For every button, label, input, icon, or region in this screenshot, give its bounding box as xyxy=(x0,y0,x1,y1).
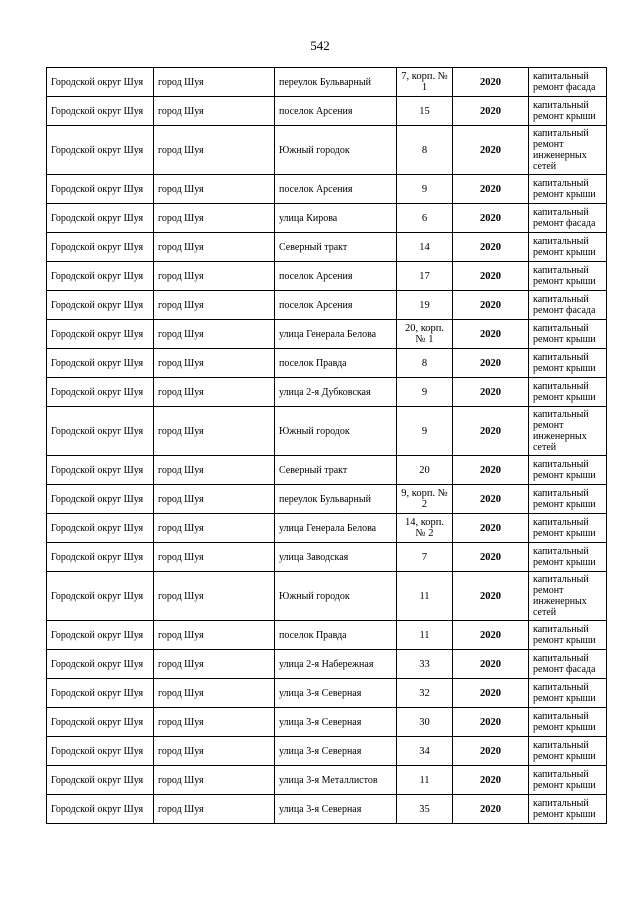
city-cell: город Шуя xyxy=(154,320,275,349)
district-cell: Городской округ Шуя xyxy=(47,349,154,378)
district-cell: Городской округ Шуя xyxy=(47,514,154,543)
year-cell: 2020 xyxy=(453,262,529,291)
house-number-cell: 14, корп. № 2 xyxy=(397,514,453,543)
house-number-cell: 6 xyxy=(397,204,453,233)
district-cell: Городской округ Шуя xyxy=(47,262,154,291)
table-row xyxy=(47,68,607,97)
year-cell: 2020 xyxy=(453,572,529,621)
work-type-cell: капитальный ремонт крыши xyxy=(529,679,607,708)
street-cell: улица 3-я Металлистов xyxy=(275,766,397,795)
city-cell: город Шуя xyxy=(154,543,275,572)
table-row xyxy=(47,766,607,795)
district-cell: Городской округ Шуя xyxy=(47,572,154,621)
street-cell: Южный городок xyxy=(275,572,397,621)
street-cell: улица Заводская xyxy=(275,543,397,572)
street-cell: Южный городок xyxy=(275,407,397,456)
table-row xyxy=(47,204,607,233)
table-row xyxy=(47,126,607,175)
table-row xyxy=(47,572,607,621)
work-type-cell: капитальный ремонт крыши xyxy=(529,320,607,349)
district-cell: Городской округ Шуя xyxy=(47,233,154,262)
district-cell: Городской округ Шуя xyxy=(47,650,154,679)
house-number-cell: 17 xyxy=(397,262,453,291)
registry-table xyxy=(46,67,607,824)
work-type-cell: капитальный ремонт крыши xyxy=(529,349,607,378)
district-cell: Городской округ Шуя xyxy=(47,320,154,349)
year-cell: 2020 xyxy=(453,320,529,349)
street-cell: улица 2-я Дубковская xyxy=(275,378,397,407)
work-type-cell: капитальный ремонт крыши xyxy=(529,543,607,572)
work-type-cell: капитальный ремонт фасада xyxy=(529,291,607,320)
work-type-cell: капитальный ремонт крыши xyxy=(529,262,607,291)
house-number-cell: 8 xyxy=(397,349,453,378)
work-type-cell: капитальный ремонт крыши xyxy=(529,708,607,737)
city-cell: город Шуя xyxy=(154,621,275,650)
year-cell: 2020 xyxy=(453,708,529,737)
year-cell: 2020 xyxy=(453,485,529,514)
city-cell: город Шуя xyxy=(154,68,275,97)
year-cell: 2020 xyxy=(453,378,529,407)
table-row xyxy=(47,291,607,320)
house-number-cell: 11 xyxy=(397,766,453,795)
registry-table-body xyxy=(47,68,607,824)
city-cell: город Шуя xyxy=(154,262,275,291)
table-row xyxy=(47,543,607,572)
work-type-cell: капитальный ремонт крыши xyxy=(529,456,607,485)
table-row xyxy=(47,708,607,737)
street-cell: поселок Арсения xyxy=(275,97,397,126)
house-number-cell: 15 xyxy=(397,97,453,126)
year-cell: 2020 xyxy=(453,766,529,795)
work-type-cell: капитальный ремонт крыши xyxy=(529,621,607,650)
street-cell: поселок Арсения xyxy=(275,262,397,291)
street-cell: улица Генерала Белова xyxy=(275,320,397,349)
year-cell: 2020 xyxy=(453,543,529,572)
district-cell: Городской округ Шуя xyxy=(47,175,154,204)
street-cell: улица Кирова xyxy=(275,204,397,233)
work-type-cell: капитальный ремонт крыши xyxy=(529,97,607,126)
city-cell: город Шуя xyxy=(154,766,275,795)
district-cell: Городской округ Шуя xyxy=(47,708,154,737)
year-cell: 2020 xyxy=(453,650,529,679)
house-number-cell: 9 xyxy=(397,378,453,407)
street-cell: улица 3-я Северная xyxy=(275,679,397,708)
year-cell: 2020 xyxy=(453,514,529,543)
house-number-cell: 8 xyxy=(397,126,453,175)
district-cell: Городской округ Шуя xyxy=(47,204,154,233)
work-type-cell: капитальный ремонт крыши xyxy=(529,514,607,543)
house-number-cell: 7, корп. № 1 xyxy=(397,68,453,97)
city-cell: город Шуя xyxy=(154,378,275,407)
street-cell: Северный тракт xyxy=(275,456,397,485)
year-cell: 2020 xyxy=(453,737,529,766)
work-type-cell: капитальный ремонт фасада xyxy=(529,650,607,679)
table-row xyxy=(47,485,607,514)
house-number-cell: 35 xyxy=(397,795,453,824)
district-cell: Городской округ Шуя xyxy=(47,407,154,456)
table-row xyxy=(47,97,607,126)
year-cell: 2020 xyxy=(453,175,529,204)
house-number-cell: 11 xyxy=(397,572,453,621)
district-cell: Городской округ Шуя xyxy=(47,766,154,795)
district-cell: Городской округ Шуя xyxy=(47,795,154,824)
table-row xyxy=(47,175,607,204)
year-cell: 2020 xyxy=(453,233,529,262)
table-row xyxy=(47,679,607,708)
city-cell: город Шуя xyxy=(154,349,275,378)
year-cell: 2020 xyxy=(453,795,529,824)
street-cell: Северный тракт xyxy=(275,233,397,262)
work-type-cell: капитальный ремонт крыши xyxy=(529,795,607,824)
house-number-cell: 20 xyxy=(397,456,453,485)
street-cell: поселок Правда xyxy=(275,621,397,650)
table-row xyxy=(47,456,607,485)
city-cell: город Шуя xyxy=(154,126,275,175)
year-cell: 2020 xyxy=(453,456,529,485)
city-cell: город Шуя xyxy=(154,204,275,233)
city-cell: город Шуя xyxy=(154,737,275,766)
street-cell: улица 3-я Северная xyxy=(275,708,397,737)
house-number-cell: 14 xyxy=(397,233,453,262)
district-cell: Городской округ Шуя xyxy=(47,68,154,97)
work-type-cell: капитальный ремонт инженерных сетей xyxy=(529,407,607,456)
street-cell: улица 3-я Северная xyxy=(275,737,397,766)
street-cell: улица Генерала Белова xyxy=(275,514,397,543)
house-number-cell: 7 xyxy=(397,543,453,572)
work-type-cell: капитальный ремонт инженерных сетей xyxy=(529,126,607,175)
year-cell: 2020 xyxy=(453,291,529,320)
work-type-cell: капитальный ремонт крыши xyxy=(529,175,607,204)
street-cell: переулок Бульварный xyxy=(275,485,397,514)
table-row xyxy=(47,650,607,679)
table-row xyxy=(47,795,607,824)
house-number-cell: 34 xyxy=(397,737,453,766)
street-cell: Южный городок xyxy=(275,126,397,175)
work-type-cell: капитальный ремонт фасада xyxy=(529,68,607,97)
city-cell: город Шуя xyxy=(154,679,275,708)
district-cell: Городской округ Шуя xyxy=(47,679,154,708)
year-cell: 2020 xyxy=(453,621,529,650)
table-row xyxy=(47,233,607,262)
table-row xyxy=(47,320,607,349)
district-cell: Городской округ Шуя xyxy=(47,456,154,485)
street-cell: поселок Правда xyxy=(275,349,397,378)
city-cell: город Шуя xyxy=(154,708,275,737)
year-cell: 2020 xyxy=(453,349,529,378)
district-cell: Городской округ Шуя xyxy=(47,621,154,650)
city-cell: город Шуя xyxy=(154,175,275,204)
city-cell: город Шуя xyxy=(154,407,275,456)
work-type-cell: капитальный ремонт крыши xyxy=(529,485,607,514)
city-cell: город Шуя xyxy=(154,485,275,514)
table-row xyxy=(47,349,607,378)
city-cell: город Шуя xyxy=(154,514,275,543)
district-cell: Городской округ Шуя xyxy=(47,485,154,514)
street-cell: переулок Бульварный xyxy=(275,68,397,97)
house-number-cell: 32 xyxy=(397,679,453,708)
work-type-cell: капитальный ремонт крыши xyxy=(529,766,607,795)
district-cell: Городской округ Шуя xyxy=(47,737,154,766)
table-row xyxy=(47,514,607,543)
city-cell: город Шуя xyxy=(154,456,275,485)
table-row xyxy=(47,621,607,650)
work-type-cell: капитальный ремонт крыши xyxy=(529,233,607,262)
year-cell: 2020 xyxy=(453,97,529,126)
district-cell: Городской округ Шуя xyxy=(47,378,154,407)
house-number-cell: 30 xyxy=(397,708,453,737)
house-number-cell: 19 xyxy=(397,291,453,320)
page-number: 542 xyxy=(310,38,330,53)
year-cell: 2020 xyxy=(453,68,529,97)
district-cell: Городской округ Шуя xyxy=(47,543,154,572)
city-cell: город Шуя xyxy=(154,291,275,320)
year-cell: 2020 xyxy=(453,204,529,233)
year-cell: 2020 xyxy=(453,679,529,708)
city-cell: город Шуя xyxy=(154,650,275,679)
district-cell: Городской округ Шуя xyxy=(47,291,154,320)
district-cell: Городской округ Шуя xyxy=(47,126,154,175)
year-cell: 2020 xyxy=(453,126,529,175)
street-cell: улица 3-я Северная xyxy=(275,795,397,824)
year-cell: 2020 xyxy=(453,407,529,456)
street-cell: улица 2-я Набережная xyxy=(275,650,397,679)
district-cell: Городской округ Шуя xyxy=(47,97,154,126)
city-cell: город Шуя xyxy=(154,97,275,126)
table-row xyxy=(47,378,607,407)
work-type-cell: капитальный ремонт фасада xyxy=(529,204,607,233)
city-cell: город Шуя xyxy=(154,233,275,262)
work-type-cell: капитальный ремонт крыши xyxy=(529,737,607,766)
work-type-cell: капитальный ремонт инженерных сетей xyxy=(529,572,607,621)
street-cell: поселок Арсения xyxy=(275,291,397,320)
house-number-cell: 9 xyxy=(397,407,453,456)
house-number-cell: 11 xyxy=(397,621,453,650)
table-row xyxy=(47,407,607,456)
table-row xyxy=(47,262,607,291)
house-number-cell: 9 xyxy=(397,175,453,204)
city-cell: город Шуя xyxy=(154,572,275,621)
house-number-cell: 9, корп. № 2 xyxy=(397,485,453,514)
house-number-cell: 33 xyxy=(397,650,453,679)
street-cell: поселок Арсения xyxy=(275,175,397,204)
work-type-cell: капитальный ремонт крыши xyxy=(529,378,607,407)
house-number-cell: 20, корп. № 1 xyxy=(397,320,453,349)
table-row xyxy=(47,737,607,766)
city-cell: город Шуя xyxy=(154,795,275,824)
